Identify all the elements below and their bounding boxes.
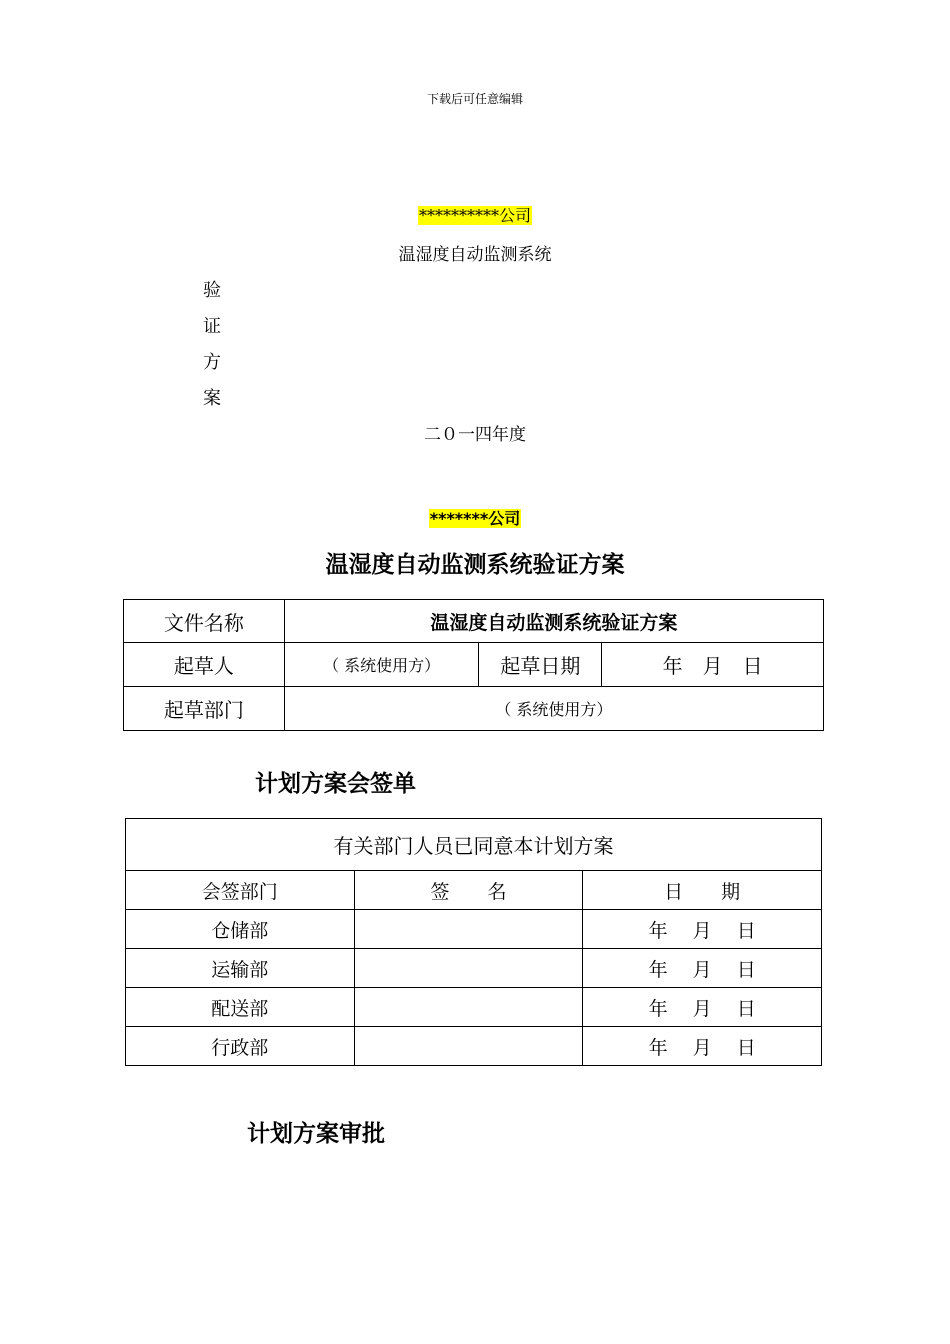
dept-cell: 行政部	[126, 1027, 355, 1066]
doc-company-highlight: *******公司	[429, 509, 521, 528]
signature-cell	[354, 949, 583, 988]
cover-system-name: 温湿度自动监测系统	[398, 245, 552, 265]
signoff-heading: 计划方案会签单	[255, 771, 416, 797]
doc-title: 温湿度自动监测系统验证方案	[325, 552, 625, 578]
signoff-caption-row	[126, 819, 822, 871]
table-row	[126, 910, 822, 949]
date-cell: 年 月 日	[583, 949, 822, 988]
date-cell: 年 月 日	[583, 910, 822, 949]
info-row-drafter	[124, 643, 824, 687]
cover-year: 二０一四年度	[424, 425, 526, 445]
file-name-value: 温湿度自动监测系统验证方案	[284, 600, 823, 643]
doc-company	[0, 506, 950, 529]
cover-vertical-char: 验	[203, 280, 221, 301]
signoff-table	[125, 818, 822, 1066]
table-row	[126, 949, 822, 988]
signature-cell	[354, 910, 583, 949]
date-cell: 年 月 日	[583, 1027, 822, 1066]
signoff-caption: 有关部门人员已同意本计划方案	[126, 819, 822, 871]
signature-cell	[354, 1027, 583, 1066]
cover-vertical-char: 证	[203, 316, 221, 337]
column-header-signature: 签 名	[354, 871, 583, 910]
dept-cell: 配送部	[126, 988, 355, 1027]
cover-vertical-char: 案	[203, 388, 221, 409]
info-table	[123, 599, 824, 731]
draft-dept-value: （ 系统使用方）	[284, 687, 823, 731]
draft-dept-label: 起草部门	[124, 687, 285, 731]
info-row-file-name	[124, 600, 824, 643]
cover-vertical-char: 方	[203, 352, 221, 373]
drafter-value: （ 系统使用方）	[284, 643, 479, 687]
dept-cell: 运输部	[126, 949, 355, 988]
cover-company-highlight: **********公司	[418, 206, 531, 225]
table-row	[126, 1027, 822, 1066]
info-row-draft-dept	[124, 687, 824, 731]
column-header-date: 日 期	[583, 871, 822, 910]
draft-date-value: 年 月 日	[602, 643, 824, 687]
draft-date-label: 起草日期	[479, 643, 602, 687]
dept-cell: 仓储部	[126, 910, 355, 949]
header-note: 下载后可任意编辑	[426, 92, 523, 106]
cover-company	[0, 203, 950, 226]
date-cell: 年 月 日	[583, 988, 822, 1027]
column-header-dept: 会签部门	[126, 871, 355, 910]
drafter-label: 起草人	[124, 643, 285, 687]
file-name-label: 文件名称	[124, 600, 285, 643]
signature-cell	[354, 988, 583, 1027]
approval-heading: 计划方案审批	[247, 1121, 385, 1147]
table-row	[126, 988, 822, 1027]
signoff-header-row	[126, 871, 822, 910]
